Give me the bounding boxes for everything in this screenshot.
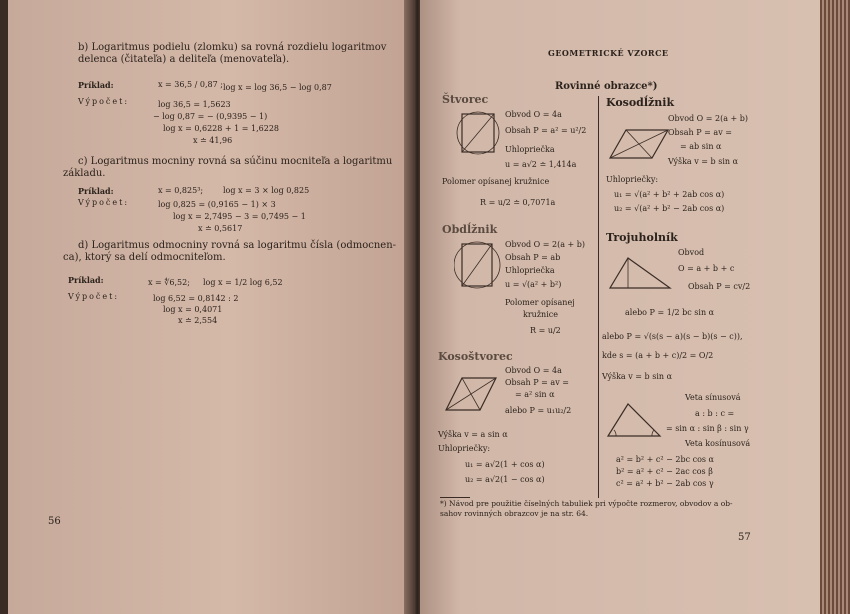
formula-line: alebo P = u₁u₂/2 — [505, 406, 572, 415]
calc-line: log x = 0,4071 — [163, 305, 223, 314]
formula-line: Výška v = b sin α — [668, 157, 738, 166]
formula-line: = a² sin α — [515, 390, 555, 399]
log-quotient-rule-line2: delenca (čitateľa) a deliteľa (menovateľa). — [78, 54, 290, 65]
log-quotient-rule-line1: b) Logaritmus podielu (zlomku) sa rovná rozdielu logaritmov — [78, 42, 387, 53]
calc-line: log x = 0,6228 + 1 = 1,6228 — [163, 124, 279, 133]
calc-line: log 36,5 = 1,5623 — [158, 100, 231, 109]
formula-line: c² = a² + b² − 2ab cos γ — [616, 479, 714, 488]
formula-line: R = u/2 — [530, 326, 561, 335]
parallelogram-heading: Kosodĺžnik — [606, 96, 675, 109]
formula-line: Obvod O = 2(a + b) — [668, 114, 749, 123]
formula-line: Obsah P = cv/2 — [688, 282, 751, 291]
book-page-edges — [820, 0, 850, 614]
formula-line: Polomer opísanej kružnice — [442, 177, 550, 186]
formula-line: Obvod O = 4a — [505, 110, 562, 119]
formula-line: a : b : c = — [695, 409, 735, 418]
law-of-cosines-heading: Veta kosínusová — [685, 439, 751, 448]
calc-line: x ≐ 2,554 — [178, 316, 218, 325]
column-divider — [598, 96, 599, 498]
triangle-figure-icon — [608, 254, 672, 292]
formula-line: R = u/2 ≐ 0,7071a — [480, 198, 556, 207]
example-expression: x = 36,5 / 0,87 ; — [158, 80, 223, 89]
calc-line: log 6,52 = 0,8142 : 2 — [153, 294, 239, 303]
book-spine — [0, 0, 8, 614]
calc-line: x ≐ 41,96 — [193, 136, 233, 145]
calc-line: log 0,825 = (0,9165 − 1) × 3 — [158, 200, 276, 209]
law-of-sines-heading: Veta sínusová — [685, 393, 741, 402]
calc-line: log x = 2,7495 − 3 = 0,7495 − 1 — [173, 212, 306, 221]
calc-line: x ≐ 0,5617 — [198, 224, 243, 233]
triangle-angles-figure-icon — [606, 400, 662, 442]
example-log-expression: log x = 1/2 log 6,52 — [203, 278, 283, 287]
log-root-rule-line1: d) Logaritmus odmocniny rovná sa logaritmu čísla (odmocnen- — [78, 240, 397, 251]
formula-line: u₂ = a√2(1 − cos α) — [465, 475, 545, 484]
footnote-line2: sahov rovinných obrazcov je na str. 64. — [440, 509, 589, 518]
rectangle-figure-icon — [454, 240, 502, 290]
formula-line: Obvod — [678, 248, 705, 257]
calc-line: − log 0,87 = − (0,9395 − 1) — [153, 112, 268, 121]
left-page — [8, 0, 412, 614]
page-number: 57 — [738, 532, 751, 543]
formula-line: Obsah P = a² = u²/2 — [505, 126, 587, 135]
square-figure-icon — [456, 110, 500, 158]
formula-line: Obsah P = av = — [505, 378, 569, 387]
formula-line: Obsah P = ab — [505, 253, 561, 262]
example-log-expression: log x = 3 × log 0,825 — [223, 186, 310, 195]
formula-line: u₂ = √(a² + b² − 2ab cos α) — [614, 204, 725, 213]
example-label: Príklad: — [78, 186, 114, 196]
log-root-rule-line2: ca), ktorý sa delí odmocniteľom. — [63, 252, 226, 263]
parallelogram-figure-icon — [608, 126, 670, 162]
log-power-rule-line1: c) Logaritmus mocniny rovná sa súčinu mocniteľa a logaritmu — [78, 156, 393, 167]
formula-line: Obvod O = 2(a + b) — [505, 240, 586, 249]
page-title: GEOMETRICKÉ VZORCE — [548, 48, 669, 58]
right-page — [420, 0, 820, 614]
footnote-line1: *) Návod pre použitie číselných tabuliek pri výpočte rozmerov, obvodov a ob- — [440, 499, 733, 508]
formula-line: Obvod O = 4a — [505, 366, 562, 375]
formula-line: kde s = (a + b + c)/2 = O/2 — [602, 351, 714, 360]
formula-line: a² = b² + c² − 2bc cos α — [616, 455, 714, 464]
example-expression: x = 0,825³; — [158, 186, 204, 195]
formula-line: kružnice — [523, 310, 558, 319]
formula-line: Uhlopriečky: — [438, 444, 491, 453]
footnote-divider — [440, 497, 470, 498]
example-log-expression: log x = log 36,5 − log 0,87 — [223, 83, 332, 92]
formula-line: u = a√2 ≐ 1,414a — [505, 160, 577, 169]
page-number: 56 — [48, 516, 61, 527]
square-heading: Štvorec — [442, 93, 489, 106]
formula-line: b² = a² + c² − 2ac cos β — [616, 467, 713, 476]
calculation-label: Výpočet: — [78, 97, 130, 106]
calculation-label: Výpočet: — [78, 198, 130, 207]
formula-line: u₁ = a√2(1 + cos α) — [465, 460, 545, 469]
formula-line: Uhlopriečky: — [606, 175, 659, 184]
formula-line: Uhlopriečka — [505, 266, 555, 275]
formula-line: Uhlopriečka — [505, 145, 555, 154]
formula-line: u₁ = √(a² + b² + 2ab cos α) — [614, 190, 725, 199]
formula-line: alebo P = 1/2 bc sin α — [625, 308, 715, 317]
example-label: Príklad: — [78, 80, 114, 90]
formula-line: Výška v = a sin α — [438, 430, 508, 439]
formula-line: u = √(a² + b²) — [505, 280, 562, 289]
log-power-rule-line2: základu. — [63, 168, 106, 179]
formula-line: = sin α : sin β : sin γ — [666, 424, 749, 433]
formula-line: Výška v = b sin α — [602, 372, 672, 381]
example-expression: x = ∜6,52; — [148, 278, 190, 287]
rectangle-heading: Obdĺžnik — [442, 223, 498, 236]
triangle-heading: Trojuholník — [606, 231, 678, 244]
formula-line: Obsah P = av = — [668, 128, 732, 137]
calculation-label: Výpočet: — [68, 292, 120, 301]
example-label: Príklad: — [68, 275, 104, 285]
rhombus-figure-icon — [444, 372, 498, 416]
formula-line: = ab sin α — [680, 142, 722, 151]
rhombus-heading: Kosoštvorec — [438, 350, 513, 363]
formula-line: Polomer opísanej — [505, 298, 575, 307]
section-subtitle: Rovinné obrazce*) — [555, 81, 658, 92]
formula-line: alebo P = √(s(s − a)(s − b)(s − c)), — [602, 332, 743, 341]
formula-line: O = a + b + c — [678, 264, 735, 273]
